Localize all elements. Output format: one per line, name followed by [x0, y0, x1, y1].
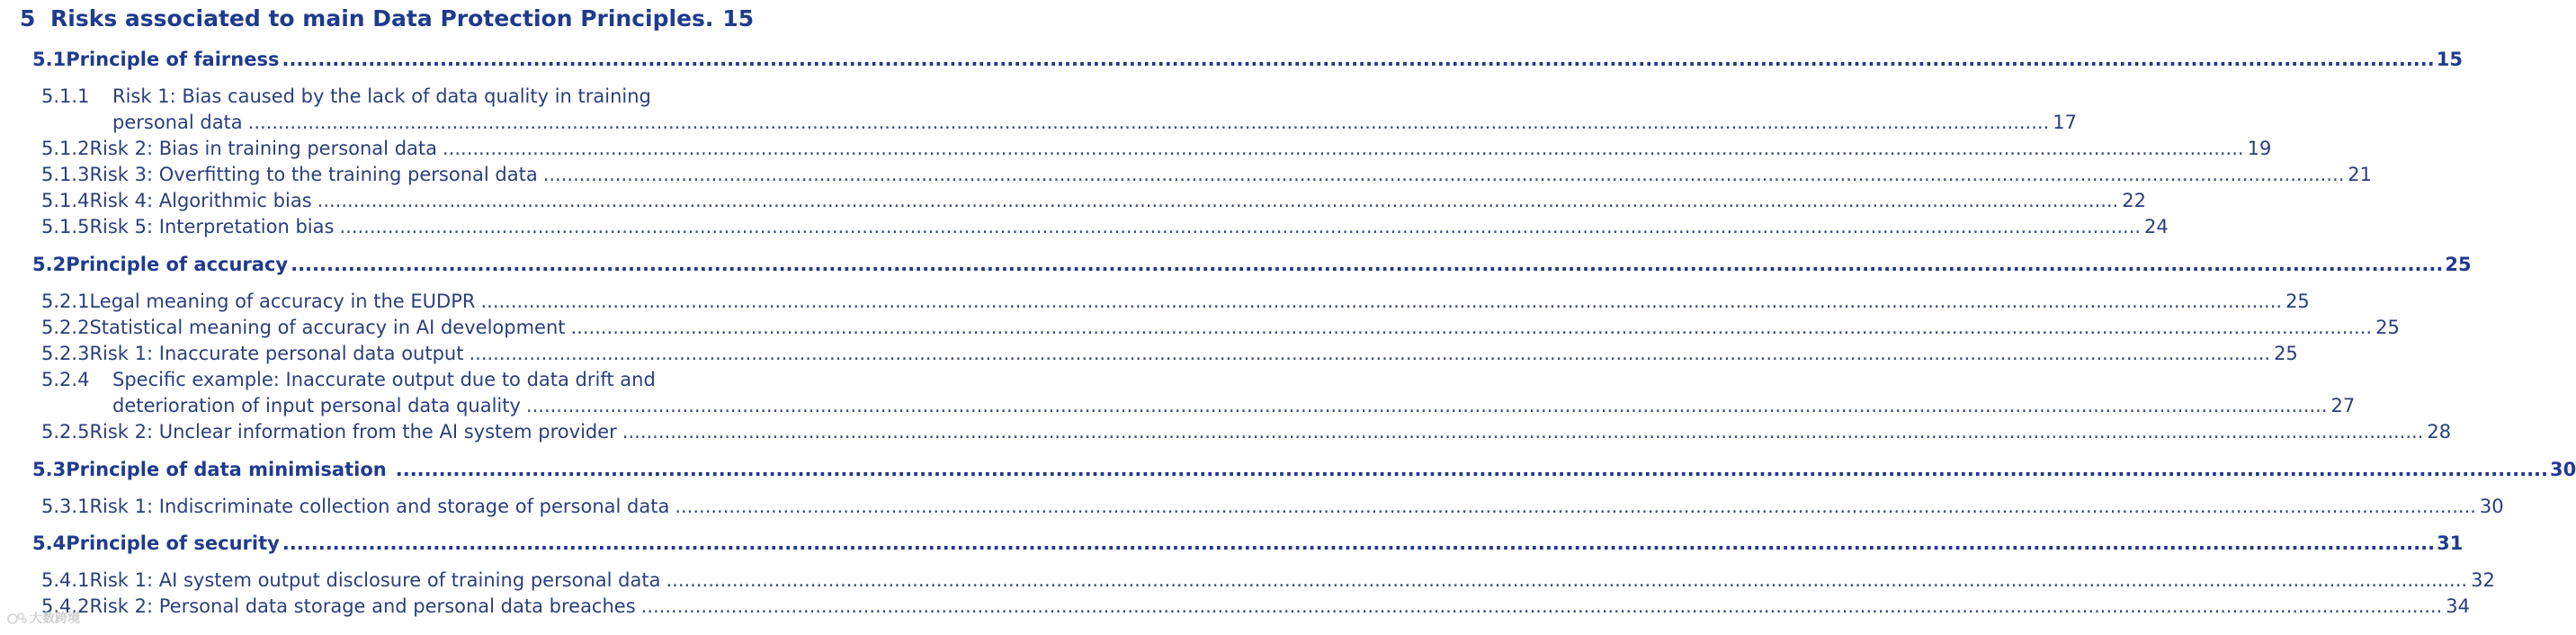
subsection-title: Risk 3: Overfitting to the training personal data: [89, 164, 538, 185]
subsection-number: 5.4.2: [41, 595, 90, 617]
subsection-number: 5.1.5: [41, 216, 90, 237]
section-title: Principle of accuracy: [66, 254, 289, 275]
toc-subsection-5-2-3[interactable]: [41, 343, 2298, 367]
section-number: 5.2: [32, 254, 67, 275]
toc-section-5-1[interactable]: [32, 49, 2463, 72]
subsection-title: Risk 1: Indiscriminate collection and storage of personal data: [89, 496, 670, 517]
toc-subsection-5-2-2[interactable]: [41, 317, 2400, 341]
subsection-title: Risk 5: Interpretation bias: [89, 216, 335, 237]
subsection-page: 25: [2285, 291, 2310, 312]
section-title: Principle of data minimisation: [66, 459, 387, 480]
watermark-text: 大数跨境: [30, 612, 80, 626]
toc-subsection-5-1-1-continued[interactable]: [112, 112, 2077, 136]
dot-leader: ............................................................................................................................................................................................................................................................................................................: [480, 291, 2283, 312]
subsection-page: 25: [2375, 317, 2400, 338]
subsection-title: Risk 1: Inaccurate personal data output: [89, 343, 464, 364]
section-title: Principle of fairness: [66, 49, 280, 70]
dot-leader: ............................................................................................................................................................................................................................................................................................................: [640, 595, 2443, 617]
watermark: [7, 608, 80, 628]
dot-leader: ............................................................................................................................................................................................................................................................................................................: [525, 395, 2328, 416]
subsection-number: 5.2.3: [41, 343, 90, 364]
subsection-title: Risk 2: Unclear information from the AI system provider: [89, 421, 617, 443]
subsection-number: 5.2.4: [41, 369, 90, 390]
subsection-title: Risk 2: Bias in training personal data: [89, 138, 437, 159]
chapter-page: 15: [722, 5, 755, 31]
toc-section-5-3[interactable]: [32, 459, 2576, 482]
subsection-number: 5.1.3: [41, 164, 90, 185]
subsection-page: 32: [2471, 569, 2495, 591]
subsection-number: 5.2.2: [41, 317, 90, 338]
section-page: 31: [2437, 532, 2464, 554]
toc-subsection-5-4-2[interactable]: [41, 595, 2470, 620]
subsection-page: 30: [2479, 496, 2504, 517]
section-number: 5.3: [32, 459, 67, 480]
dot-leader: ............................................................................................................................................................................................................................................................................................................: [469, 343, 2271, 364]
dot-leader: ............................................................................................................................................................................................................................................................................................................: [570, 317, 2373, 338]
toc-section-5-4[interactable]: [32, 532, 2464, 556]
subsection-number: 5.3.1: [41, 496, 90, 517]
subsection-title: Legal meaning of accuracy in the EUDPR: [89, 291, 476, 312]
dot-leader: ............................................................................................................................................................................................................................................................................................................: [542, 164, 2345, 185]
dot-leader: ............................................................................................................................................................................................................................................................................................................: [282, 49, 2435, 70]
section-title: Principle of security: [66, 532, 280, 554]
subsection-number: 5.1.1: [41, 85, 90, 107]
subsection-title: Statistical meaning of accuracy in AI development: [89, 317, 566, 338]
subsection-page: 25: [2274, 343, 2298, 364]
dot-leader: ............................................................................................................................................................................................................................................................................................................: [317, 190, 2119, 211]
dot-leader: ............................................................................................................................................................................................................................................................................................................: [339, 216, 2142, 237]
dot-leader: ............................................................................................................................................................................................................................................................................................................: [675, 496, 2476, 517]
chapter-title: Risks associated to main Data Protection Principles.: [50, 5, 714, 31]
toc-chapter-5[interactable]: [20, 5, 829, 38]
subsection-title: Risk 1: Bias caused by the lack of data quality in training: [112, 85, 651, 107]
subsection-page: 21: [2348, 164, 2373, 185]
subsection-page: 22: [2122, 190, 2146, 211]
toc-subsection-5-2-5[interactable]: [41, 421, 2452, 445]
subsection-title: Risk 1: AI system output disclosure of training personal data: [89, 569, 661, 591]
toc-section-5-2[interactable]: [32, 254, 2472, 277]
toc-subsection-5-1-2[interactable]: [41, 138, 2272, 162]
subsection-page: 28: [2427, 421, 2452, 443]
subsection-page: 19: [2247, 138, 2272, 159]
subsection-page: 24: [2144, 216, 2169, 237]
toc-subsection-5-1-3[interactable]: [41, 164, 2373, 188]
subsection-page: 17: [2053, 112, 2077, 133]
subsection-number: 5.2.5: [41, 421, 90, 443]
subsection-number: 5.2.1: [41, 291, 90, 312]
section-number: 5.4: [32, 532, 67, 554]
subsection-number: 5.4.1: [41, 569, 90, 591]
section-page: 25: [2445, 254, 2472, 275]
subsection-title-continued: deterioration of input personal data quality: [112, 395, 521, 416]
toc-subsection-5-4-1[interactable]: [41, 569, 2495, 594]
dot-leader: ............................................................................................................................................................................................................................................................................................................: [247, 112, 2050, 133]
watermark-logo-icon: [7, 610, 27, 626]
section-page: 15: [2436, 49, 2463, 70]
toc-subsection-5-3-1[interactable]: [41, 496, 2504, 520]
dot-leader: ............................................................................................................................................................................................................................................................................................................: [622, 421, 2424, 443]
toc-subsection-5-2-4-continued[interactable]: [112, 395, 2356, 419]
section-number: 5.1: [32, 49, 67, 70]
subsection-title-continued: personal data: [112, 112, 243, 133]
subsection-number: 5.1.2: [41, 138, 90, 159]
toc-subsection-5-1-4[interactable]: [41, 190, 2146, 214]
subsection-title: Risk 4: Algorithmic bias: [89, 190, 312, 211]
toc-subsection-5-2-1[interactable]: [41, 291, 2310, 315]
dot-leader: ............................................................................................................................................................................................................................................................................................................: [666, 569, 2468, 591]
dot-leader: ............................................................................................................................................................................................................................................................................................................: [443, 138, 2244, 159]
toc-subsection-5-1-5[interactable]: [41, 216, 2169, 240]
section-page: 30: [2550, 459, 2576, 480]
subsection-number: 5.1.4: [41, 190, 90, 211]
dot-leader: ............................................................................................................................................................................................................................................................................................................: [395, 459, 2548, 480]
subsection-title: Risk 2: Personal data storage and personal data breaches: [89, 595, 636, 617]
toc-subsection-5-1-1[interactable]: [41, 85, 651, 110]
dot-leader: ............................................................................................................................................................................................................................................................................................................: [291, 254, 2444, 275]
subsection-title: Specific example: Inaccurate output due to data drift and: [112, 369, 656, 390]
chapter-number: 5: [20, 5, 36, 31]
subsection-page: 34: [2446, 595, 2470, 617]
subsection-page: 27: [2330, 395, 2356, 416]
toc-subsection-5-2-4[interactable]: [41, 369, 656, 393]
dot-leader: ............................................................................................................................................................................................................................................................................................................: [282, 532, 2436, 554]
